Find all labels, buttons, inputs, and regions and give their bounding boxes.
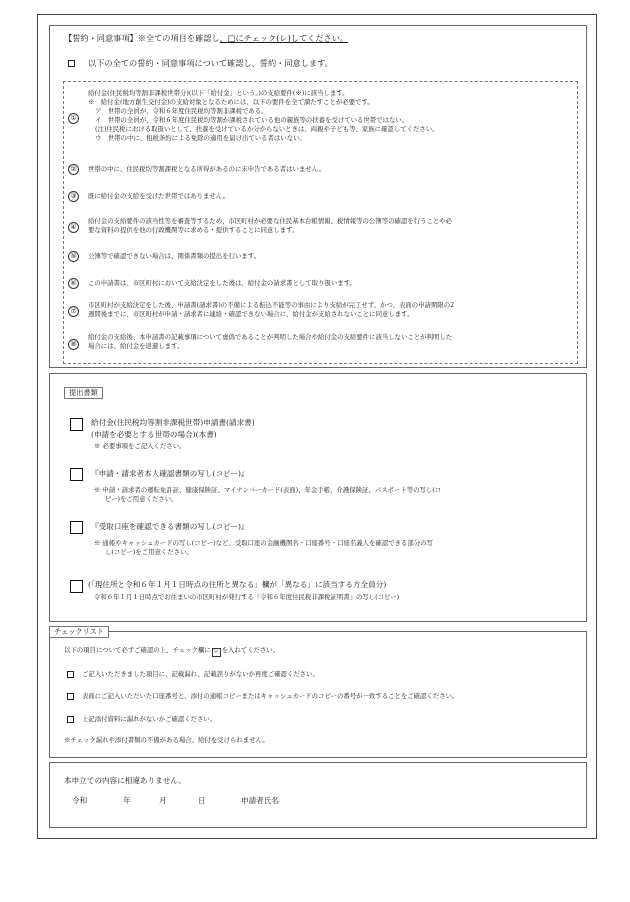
doc-title-account: 『受取口座を確認できる書類の写し(コピー)』: [91, 522, 249, 531]
doc-title-tax-certificate: (「現住所と令和６年１月１日時点の住所と異なる」欄が「異なる」に該当する方全員分): [88, 580, 387, 589]
checklist-item-1: ご記入いただきました項目に、記載漏れ、記載誤りがないか再度ご確認ください。: [82, 670, 319, 678]
checklist-intro: 以下の項目について必ずご確認の上、チェック欄に レ を入れてください。: [64, 646, 280, 655]
pledge-item-5: 公簿等で確認できない場合は、関係書類の提出を行います。: [88, 252, 261, 260]
doc-note-application: ※ 必要事項をご記入ください。: [94, 442, 186, 450]
doc-checkbox-application[interactable]: [70, 418, 83, 431]
date-month-label: 月: [159, 796, 167, 805]
declaration-text: 本申立ての内容に相違ありません。: [64, 776, 186, 785]
pledge-item-8: 給付金の支給後、本申請書の記載事項について虚偽であることが判明した場合や給付金の支給要件に該当しないことが判明した 場合には、給付金を返還します。: [88, 333, 453, 350]
pledge-heading: 【誓約・同意事項】※全ての項目を確認し、□にチェック(レ)してください。: [64, 33, 349, 43]
pledge-item-4: 給付金の支給要件の該当性等を審査等するため、市区町村が必要な住民基本台帳情報、税情報等の公簿等の確認を行うことや必 要な資料の提供を他の行政機関等に求める・提供することに同意します。: [88, 217, 453, 234]
doc-note-tax-certificate: 令和６年１月１日時点でお住まいの市区町村が発行する『令和６年度住民税非課税証明書』の写し(コピー): [94, 593, 400, 601]
applicant-name-label: 申請者氏名: [241, 796, 279, 805]
agree-all-label: 以下の全ての誓約・同意事項について確認し、誓約・同意します。: [88, 58, 333, 68]
pledge-items-box: [63, 81, 578, 364]
pledge-item-3: 既に給付金の支給を受けた世帯ではありません。: [88, 192, 229, 200]
check-mark-box: レ: [213, 648, 220, 655]
checklist-item-3: 上記添付資料に漏れがないかご確認ください。: [82, 715, 217, 723]
checklist-checkbox-2[interactable]: [67, 693, 74, 700]
checklist-warning: ※チェック漏れや添付書類の不備がある場合、給付を受けられません。: [64, 736, 269, 744]
date-era-label: 令和: [72, 796, 88, 805]
form-page: [37, 14, 597, 839]
pledge-section: [49, 25, 587, 368]
doc-checkbox-account[interactable]: [70, 521, 83, 534]
doc-title-identity: 『申請・請求者本人確認書類の写し(コピー)』: [91, 469, 249, 478]
pledge-number-3: ③: [68, 191, 79, 202]
pledge-item-2: 世帯の中に、住民税均等割課税となる所得があるのに未申告である者はいません。: [88, 165, 325, 173]
doc-title-application: 給付金(住民税均等割非課税世帯)申請書(請求書): [91, 418, 255, 427]
pledge-number-2: ②: [68, 164, 79, 175]
pledge-number-6: ⑥: [68, 278, 79, 289]
date-day-label: 日: [198, 796, 206, 805]
checklist-tag: チェックリスト: [49, 626, 109, 638]
doc-note-account: ※ 通帳やキャッシュカードの写し(コピー)など、受取口座の金融機関名・口座番号・口座名義人を確認できる部分の写 し(コピー)をご用意ください。: [94, 539, 433, 556]
declaration-section: [49, 762, 587, 828]
documents-tag: 提出書類: [64, 387, 103, 399]
pledge-item-1: 給付金(住民税均等割非課税世帯分)(以下「給付金」という。)の支給要件(※)に該当します。 ※ 給付金(地方創生交付金)の支給対象となるためには、以下の要件を全て満たすことが必要です。 ア 世帯の全員が、令和６年度住民税均等割非課税である。 イ 世帯の全員が、令和６年度住民税均等割が課税されている他の親族等の扶養を受けている世帯ではない。 (注)住民税における取扱いとして、扶養を受けているか分からないときは、両親や子ども等、家族に確認してください。 ウ 世帯の中に、租税条約による免除の適用を届け出ている者はいない。: [88, 89, 439, 142]
pledge-item-7: 市区町村が支給決定をした後、申請書(請求書)の不備による振込不能等の事由により支給が完了せず、かつ、表面の申請期限の2 週間後までに、市区町村が申請・請求者に連絡・確認できない場合に、給付金が支給されないことに同意します。: [88, 301, 455, 318]
checklist-checkbox-1[interactable]: [67, 671, 74, 678]
checklist-checkbox-3[interactable]: [67, 716, 74, 723]
pledge-number-5: ⑤: [68, 251, 79, 262]
doc-subtitle-application: (申請を必要とする世帯の場合)(本書): [91, 430, 217, 439]
pledge-number-1: ①: [68, 113, 79, 124]
doc-note-identity: ※ 申請・請求者の運転免許証、健康保険証、マイナンバーカード(表面)、年金手帳、介護保険証、パスポート等の写し(コ ピー)をご用意ください。: [94, 486, 442, 503]
pledge-item-6: この申請書は、市区町村において支給決定をした後は、給付金の請求書として取り扱います。: [88, 279, 356, 287]
documents-section: [49, 373, 587, 622]
checklist-item-2: 表面にご記入いただいた口座番号と、添付の通帳コピーまたはキャッシュカードのコピーの番号が一致することをご確認ください。: [82, 692, 459, 700]
checklist-section: [49, 627, 587, 758]
pledge-number-7: ⑦: [68, 306, 79, 317]
date-year-label: 年: [123, 796, 131, 805]
pledge-number-4: ④: [68, 222, 79, 233]
doc-checkbox-identity[interactable]: [70, 468, 83, 481]
agree-all-checkbox[interactable]: [68, 60, 75, 67]
doc-checkbox-tax-certificate[interactable]: [70, 580, 83, 593]
pledge-number-8: ⑧: [68, 339, 79, 350]
